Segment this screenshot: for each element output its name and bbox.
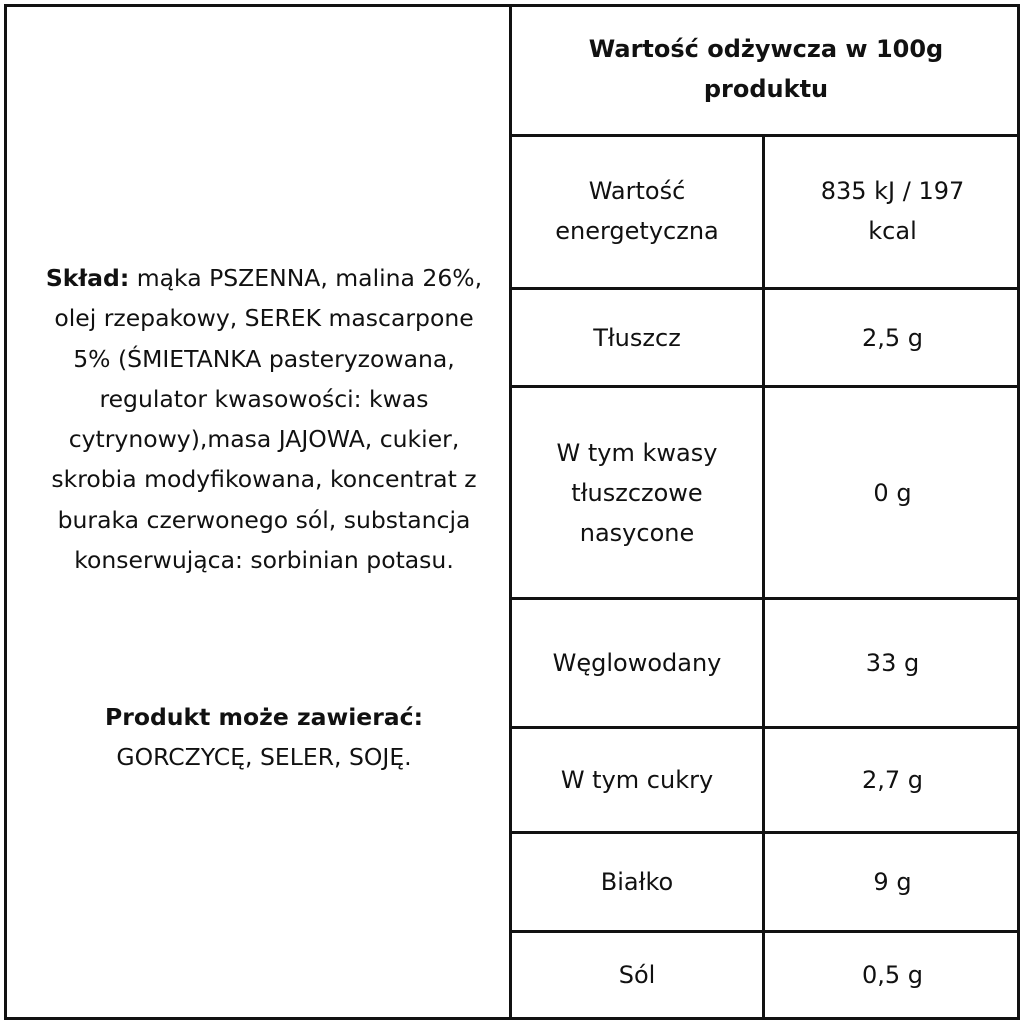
nutrient-name: Białko — [600, 868, 674, 896]
nutrient-name: Sól — [618, 961, 656, 989]
nutrient-name: W tym cukry — [560, 766, 714, 794]
ingredients-panel — [4, 4, 512, 1020]
nutrition-row-protein — [512, 834, 1020, 933]
nutrition-row-sugars — [512, 729, 1020, 834]
nutrient-name: Tłuszcz — [593, 323, 681, 352]
nutrition-row-salt — [512, 933, 1020, 1017]
nutrient-value: 835 kJ / 197 kcal — [820, 177, 965, 245]
ingredients-block — [34, 258, 494, 580]
ingredients-label: Skład: — [45, 264, 130, 292]
nutrient-name: Węglowodany — [552, 649, 722, 677]
nutrition-row-fat — [512, 290, 1020, 388]
nutrient-name: W tym kwasy tłuszczowe nasycone — [556, 438, 718, 547]
nutrient-value: 9 g — [873, 868, 912, 896]
nutrient-value: 0 g — [873, 478, 912, 507]
nutrition-row-saturated-fat — [512, 388, 1020, 600]
allergens-text: GORCZYCĘ, SELER, SOJĘ. — [116, 743, 412, 772]
nutrient-name: Wartość energetyczna — [555, 177, 719, 245]
nutrient-value: 2,5 g — [861, 323, 924, 352]
nutrition-row-carbohydrates — [512, 600, 1020, 729]
nutrient-value: 2,7 g — [861, 766, 924, 794]
ingredients-text: mąka PSZENNA, malina 26%, olej rzepakowy, SEREK mascarpone 5% (ŚMIETANKA pasteryzowana, regulator kwasowości: kwas cytrynowy),masa JAJOWA, cukier, skrobia modyfikowana, koncentrat z buraka czerwonego sól, substancja konserwująca: sorbinian potasu. — [51, 264, 483, 575]
nutrient-value: 33 g — [865, 649, 920, 677]
allergens-block — [34, 697, 494, 778]
nutrition-table-header: Wartość odżywcza w 100g produktu — [512, 4, 1020, 137]
allergens-label: Produkt może zawierać: — [105, 703, 423, 731]
nutrient-value: 0,5 g — [861, 961, 924, 989]
nutrition-row-energy — [512, 135, 1020, 290]
